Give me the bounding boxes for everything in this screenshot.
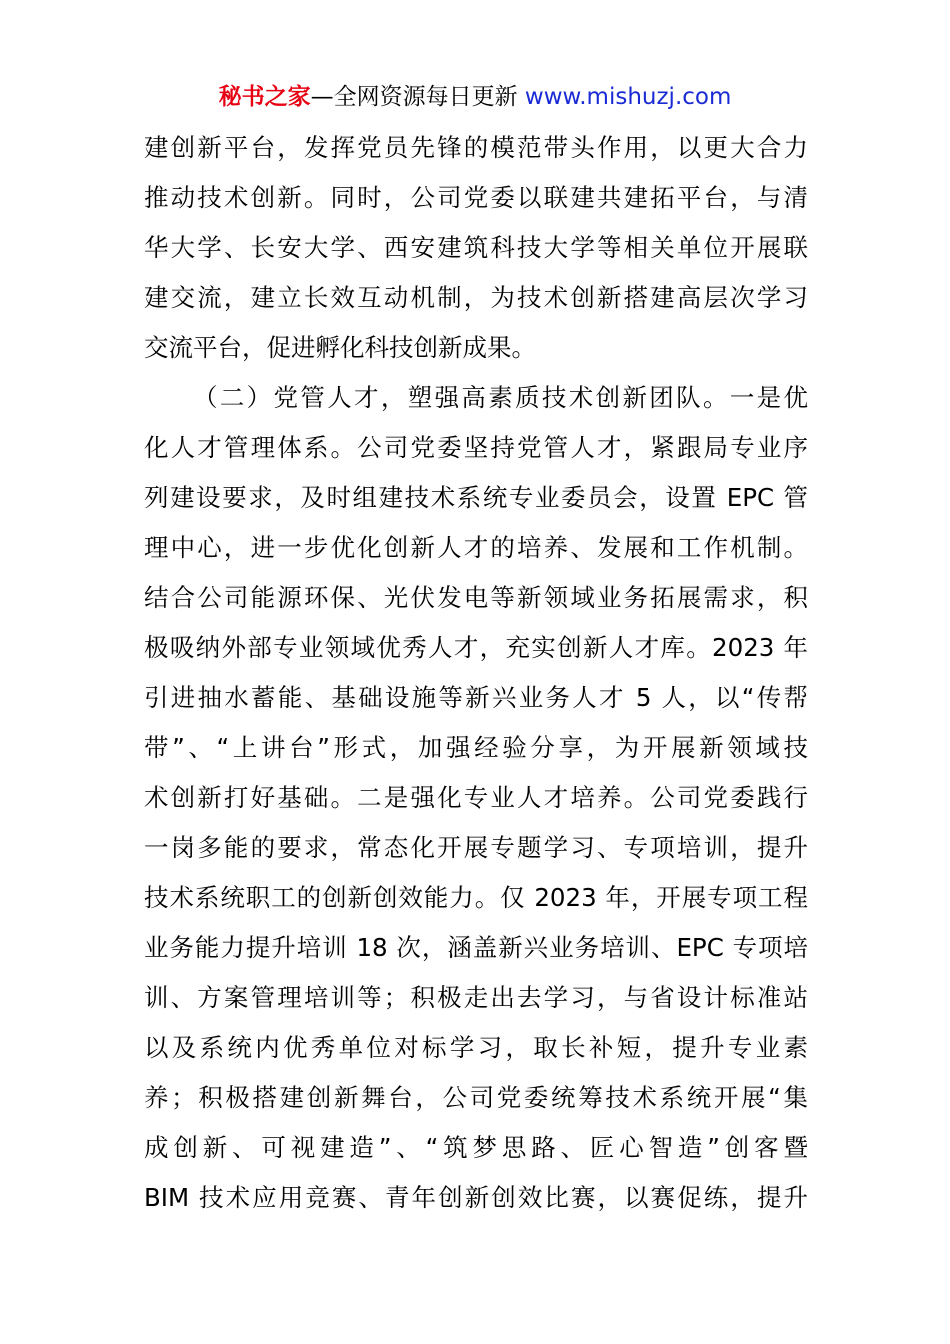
text-line: 列建设要求，及时组建技术系统专业委员会，设置 EPC 管: [144, 483, 808, 512]
text-line: 以及系统内优秀单位对标学习，取长补短，提升专业素: [144, 1033, 808, 1062]
text-line: 带”、“上讲台”形式，加强经验分享，为开展新领域技: [144, 733, 808, 762]
text-line: 养；积极搭建创新舞台，公司党委统筹技术系统开展“集: [144, 1083, 808, 1112]
text-line: 技术系统职工的创新创效能力。仅 2023 年，开展专项工程: [144, 883, 808, 912]
text-line: 成创新、可视建造”、“筑梦思路、匠心智造”创客暨: [144, 1133, 808, 1162]
text-line: 训、方案管理培训等；积极走出去学习，与省设计标准站: [144, 983, 808, 1012]
site-brand: 秘书之家: [218, 84, 311, 110]
text-line: 华大学、长安大学、西安建筑科技大学等相关单位开展联: [144, 233, 808, 262]
text-line: 极吸纳外部专业领域优秀人才，充实创新人才库。2023 年: [144, 633, 808, 662]
page-header: [0, 78, 950, 116]
text-line: 建交流，建立长效互动机制，为技术创新搭建高层次学习: [144, 283, 808, 312]
text-line: 业务能力提升培训 18 次，涵盖新兴业务培训、EPC 专项培: [144, 933, 808, 962]
section-heading-line: （二）党管人才，塑强高素质技术创新团队。一是优: [193, 383, 808, 412]
text-line: 引进抽水蓄能、基础设施等新兴业务人才 5 人，以“传帮: [144, 683, 808, 712]
text-line: 交流平台，促进孵化科技创新成果。: [144, 333, 536, 362]
text-line: BIM 技术应用竞赛、青年创新创效比赛，以赛促练，提升: [144, 1183, 808, 1212]
site-url-link[interactable]: www.mishuzj.com: [524, 84, 732, 110]
text-line: 结合公司能源环保、光伏发电等新领域业务拓展需求，积: [144, 583, 808, 612]
document-body: [144, 123, 808, 1223]
text-line: 化人才管理体系。公司党委坚持党管人才，紧跟局专业序: [144, 433, 808, 462]
text-line: 一岗多能的要求，常态化开展专题学习、专项培训，提升: [144, 833, 808, 862]
text-line: 建创新平台，发挥党员先锋的模范带头作用，以更大合力: [144, 133, 808, 162]
text-line: 术创新打好基础。二是强化专业人才培养。公司党委践行: [144, 783, 808, 812]
text-line: 理中心，进一步优化创新人才的培养、发展和工作机制。: [144, 533, 808, 562]
text-line: 推动技术创新。同时，公司党委以联建共建拓平台，与清: [144, 183, 808, 212]
site-tagline: —全网资源每日更新: [310, 84, 525, 110]
